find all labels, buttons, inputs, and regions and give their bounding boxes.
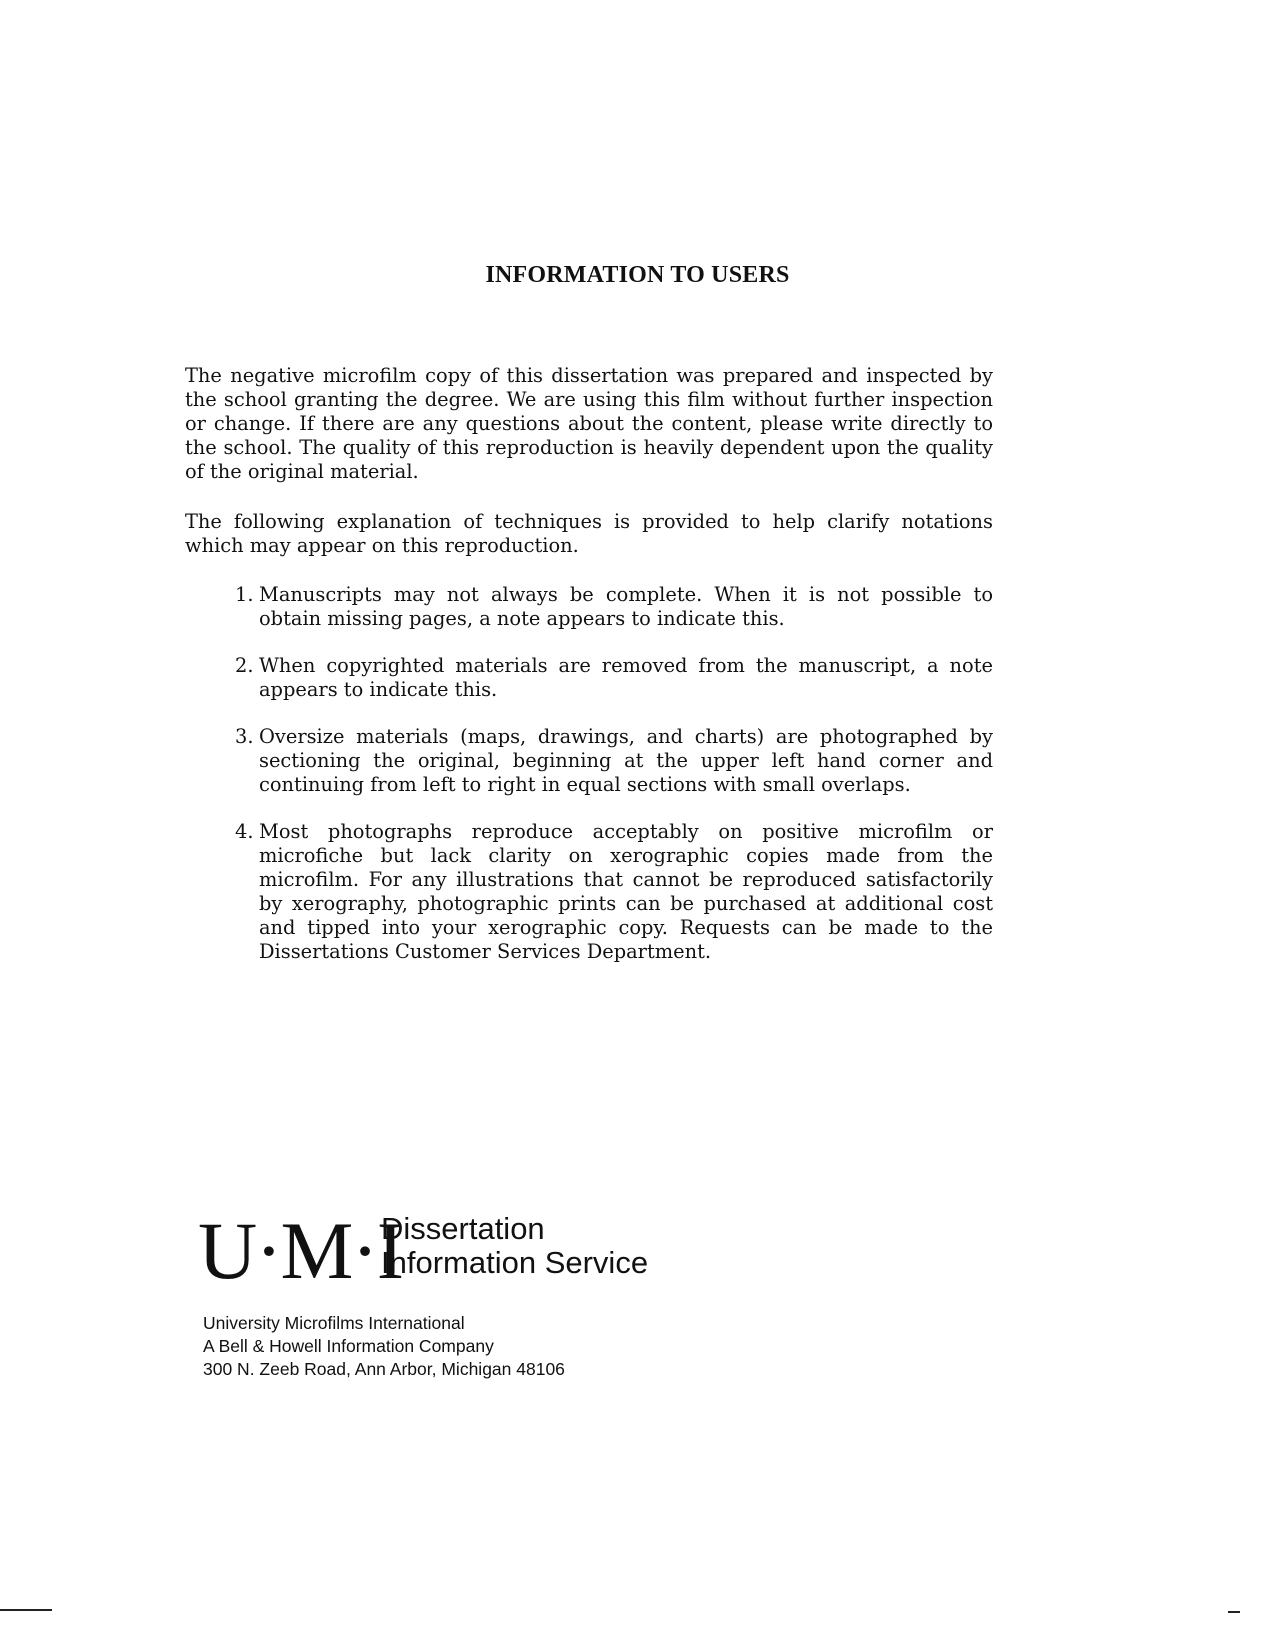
list-item xyxy=(235,654,993,702)
scan-artifact xyxy=(0,1609,52,1611)
list-item xyxy=(235,583,993,631)
list-item xyxy=(235,820,993,964)
list-item-text: Manuscripts may not always be complete. When it is not possible to obtain missing pages, a note appears to indicate this. xyxy=(259,583,993,630)
notation-list xyxy=(235,583,993,987)
list-item xyxy=(235,725,993,797)
company-address: 300 N. Zeeb Road, Ann Arbor, Michigan 48106 xyxy=(203,1359,565,1379)
explanation-paragraph: The following explanation of techniques is provided to help clarify notations which may appear on this reproduction. xyxy=(185,510,993,557)
list-item-text: When copyrighted materials are removed from the manuscript, a note appears to indicate this. xyxy=(259,654,993,701)
list-item-text: Most photographs reproduce acceptably on positive microfilm or microfiche but lack clarity on xerographic copies made from the microfilm. For any illustrations that cannot be reproduced satisfactorily by xerography, photographic prints can be purchased at additional cost and tipped into your xerographic copy. Requests can be made to the Dissertations Customer Services Department. xyxy=(259,820,993,963)
list-item-number: 3. xyxy=(235,725,254,748)
scan-artifact xyxy=(1228,1611,1240,1613)
logo-line-1: Dissertation xyxy=(381,1211,545,1246)
list-item-text: Oversize materials (maps, drawings, and charts) are photographed by sectioning the original, beginning at the upper left hand corner and continuing from left to right in equal sections with small overlaps. xyxy=(259,725,993,796)
umi-logo-mark: U·M·I xyxy=(198,1205,403,1296)
umi-logo-text xyxy=(381,1212,648,1280)
company-info xyxy=(203,1312,565,1381)
company-name: University Microfilms International xyxy=(203,1313,465,1333)
intro-paragraph: The negative microfilm copy of this dissertation was prepared and inspected by the school granting the degree. We are using this film without further inspection or change. If there are any questions about the content, please write directly to the school. The quality of this reproduction is heavily dependent upon the quality of the original material. xyxy=(185,364,993,483)
company-affiliation: A Bell & Howell Information Company xyxy=(203,1336,494,1356)
list-item-number: 4. xyxy=(235,820,254,843)
list-item-number: 1. xyxy=(235,583,254,606)
page-title: INFORMATION TO USERS xyxy=(485,262,790,288)
umi-logo xyxy=(198,1205,678,1296)
logo-line-2: Information Service xyxy=(381,1245,649,1280)
list-item-number: 2. xyxy=(235,654,254,677)
